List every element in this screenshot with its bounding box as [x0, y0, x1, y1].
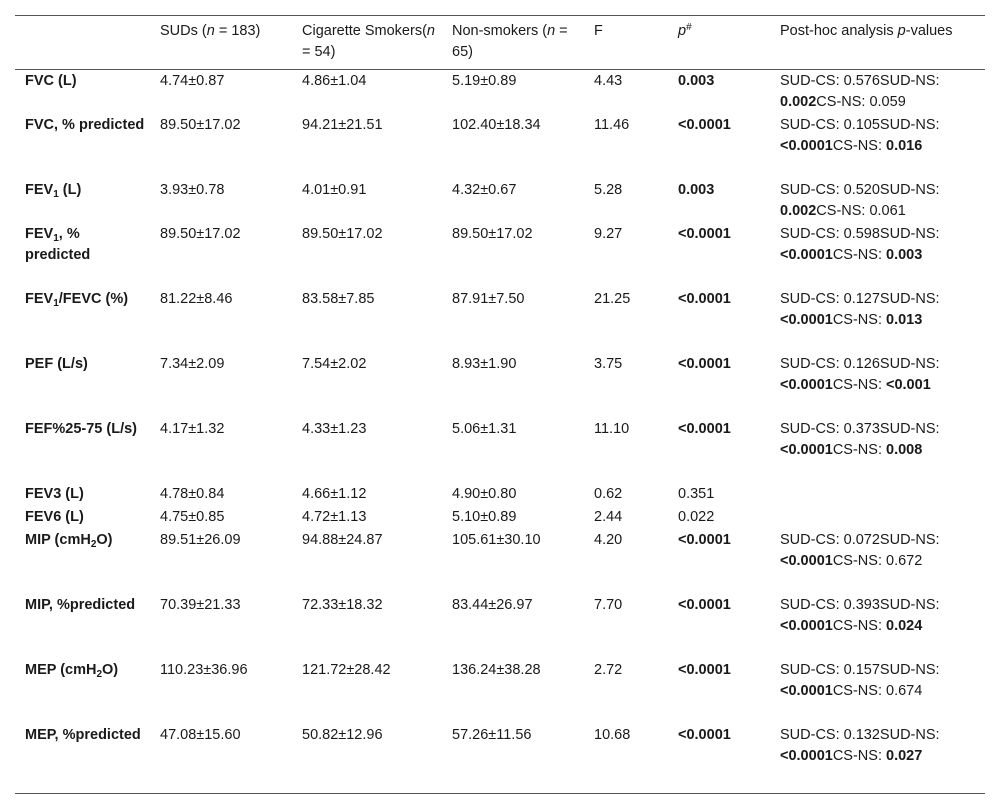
cell-p: 0.003 — [678, 73, 715, 89]
header-cigarette-smokers: Cigarette Smokers(n = 54) — [302, 23, 435, 60]
cell-cs: 4.01±0.91 — [302, 182, 367, 198]
cell-suds: 4.75±0.85 — [160, 509, 225, 525]
cell-f: 11.46 — [594, 117, 630, 133]
cell-suds: 89.51±26.09 — [160, 532, 241, 548]
row-label: $FEV_1$/FEVC (%) — [25, 291, 129, 309]
cell-suds: 70.39±21.33 — [160, 597, 241, 613]
header-suds: SUDs (n = 183) — [160, 23, 261, 39]
cell-post-hoc: SUD-CS: 0.520SUD-NS: 0.002CS-NS: 0.061 — [780, 182, 940, 219]
cell-cs: 4.86±1.04 — [302, 73, 367, 89]
cell-ns: 4.90±0.80 — [452, 486, 517, 502]
table-bottom-rule — [15, 793, 985, 794]
table-header-rule — [15, 69, 985, 70]
cell-post-hoc: SUD-CS: 0.373SUD-NS: <0.0001CS-NS: 0.008 — [780, 421, 940, 458]
row-label: MEP, %predicted — [25, 727, 141, 743]
row-label: FVC, % predicted — [25, 117, 145, 133]
row-label: FEV6 (L) — [25, 509, 84, 525]
cell-p: <0.0001 — [678, 662, 731, 678]
cell-suds: 7.34±2.09 — [160, 356, 225, 372]
cell-post-hoc: SUD-CS: 0.576SUD-NS: 0.002CS-NS: 0.059 — [780, 73, 940, 110]
cell-f: 10.68 — [594, 727, 631, 743]
cell-cs: 94.21±21.51 — [302, 117, 383, 133]
cell-p: <0.0001 — [678, 597, 731, 613]
cell-suds: 47.08±15.60 — [160, 727, 241, 743]
header-f: F — [594, 23, 603, 39]
cell-p: <0.0001 — [678, 356, 731, 372]
cell-p: 0.022 — [678, 509, 715, 525]
cell-post-hoc: SUD-CS: 0.126SUD-NS: <0.0001CS-NS: <0.001 — [780, 356, 940, 393]
cell-cs: 89.50±17.02 — [302, 226, 383, 242]
header-p: p# — [678, 22, 692, 39]
cell-p: 0.003 — [678, 182, 715, 198]
cell-cs: 83.58±7.85 — [302, 291, 375, 307]
cell-suds: 3.93±0.78 — [160, 182, 225, 198]
cell-f: 2.44 — [594, 509, 623, 525]
cell-ns: 5.19±0.89 — [452, 73, 517, 89]
cell-p: <0.0001 — [678, 421, 731, 437]
cell-cs: 4.72±1.13 — [302, 509, 367, 525]
row-label: PEF (L/s) — [25, 356, 88, 372]
cell-ns: 105.61±30.10 — [452, 532, 541, 548]
row-label: MIP, %predicted — [25, 597, 136, 613]
cell-post-hoc: SUD-CS: 0.132SUD-NS: <0.0001CS-NS: 0.027 — [780, 727, 940, 764]
row-label: FEV3 (L) — [25, 486, 84, 502]
cell-p: 0.351 — [678, 486, 715, 502]
cell-f: 21.25 — [594, 291, 631, 307]
cell-cs: 7.54±2.02 — [302, 356, 367, 372]
cell-ns: 87.91±7.50 — [452, 291, 525, 307]
cell-ns: 5.10±0.89 — [452, 509, 517, 525]
cell-ns: 136.24±38.28 — [452, 662, 541, 678]
cell-ns: 5.06±1.31 — [452, 421, 517, 437]
cell-ns: 102.40±18.34 — [452, 117, 541, 133]
cell-post-hoc: SUD-CS: 0.127SUD-NS: <0.0001CS-NS: 0.013 — [780, 291, 940, 328]
cell-f: 5.28 — [594, 182, 623, 198]
table-top-rule — [15, 15, 985, 16]
cell-f: 2.72 — [594, 662, 623, 678]
cell-post-hoc: SUD-CS: 0.598SUD-NS: <0.0001CS-NS: 0.003 — [780, 226, 940, 263]
row-label: MEP (cmH$_2$O) — [25, 662, 119, 680]
row-label: $FEV_1$, % predicted — [25, 226, 91, 263]
row-label: FVC (L) — [25, 73, 77, 89]
cell-suds: 89.50±17.02 — [160, 117, 241, 133]
cell-f: 9.27 — [594, 226, 623, 242]
row-label: MIP (cmH$_2$O) — [25, 532, 113, 550]
header-post-hoc: Post-hoc analysis p-values — [780, 23, 953, 39]
cell-ns: 8.93±1.90 — [452, 356, 517, 372]
cell-cs: 72.33±18.32 — [302, 597, 383, 613]
cell-post-hoc: SUD-CS: 0.072SUD-NS: <0.0001CS-NS: 0.672 — [780, 532, 940, 569]
cell-post-hoc: SUD-CS: 0.105SUD-NS: <0.0001CS-NS: 0.016 — [780, 117, 940, 154]
cell-f: 11.10 — [594, 421, 630, 437]
cell-ns: 89.50±17.02 — [452, 226, 533, 242]
cell-suds: 4.17±1.32 — [160, 421, 225, 437]
cell-cs: 50.82±12.96 — [302, 727, 383, 743]
cell-f: 3.75 — [594, 356, 623, 372]
cell-p: <0.0001 — [678, 727, 731, 743]
cell-p: <0.0001 — [678, 532, 731, 548]
cell-post-hoc: SUD-CS: 0.157SUD-NS: <0.0001CS-NS: 0.674 — [780, 662, 940, 699]
cell-f: 4.43 — [594, 73, 623, 89]
cell-ns: 4.32±0.67 — [452, 182, 517, 198]
cell-post-hoc: SUD-CS: 0.393SUD-NS: <0.0001CS-NS: 0.024 — [780, 597, 940, 634]
cell-suds: 81.22±8.46 — [160, 291, 233, 307]
cell-f: 4.20 — [594, 532, 623, 548]
row-label: $FEV_1$ (L) — [25, 182, 82, 200]
cell-f: 0.62 — [594, 486, 623, 502]
cell-ns: 57.26±11.56 — [452, 727, 532, 743]
cell-ns: 83.44±26.97 — [452, 597, 533, 613]
header-non-smokers: Non-smokers (n = 65) — [452, 23, 568, 60]
cell-cs: 4.33±1.23 — [302, 421, 367, 437]
cell-p: <0.0001 — [678, 291, 731, 307]
cell-f: 7.70 — [594, 597, 623, 613]
cell-p: <0.0001 — [678, 117, 731, 133]
cell-cs: 4.66±1.12 — [302, 486, 367, 502]
cell-cs: 94.88±24.87 — [302, 532, 383, 548]
cell-suds: 4.78±0.84 — [160, 486, 225, 502]
cell-p: <0.0001 — [678, 226, 731, 242]
cell-cs: 121.72±28.42 — [302, 662, 391, 678]
row-label: FEF%25-75 (L/s) — [25, 421, 137, 437]
cell-suds: 4.74±0.87 — [160, 73, 225, 89]
cell-suds: 110.23±36.96 — [160, 662, 248, 678]
cell-suds: 89.50±17.02 — [160, 226, 241, 242]
